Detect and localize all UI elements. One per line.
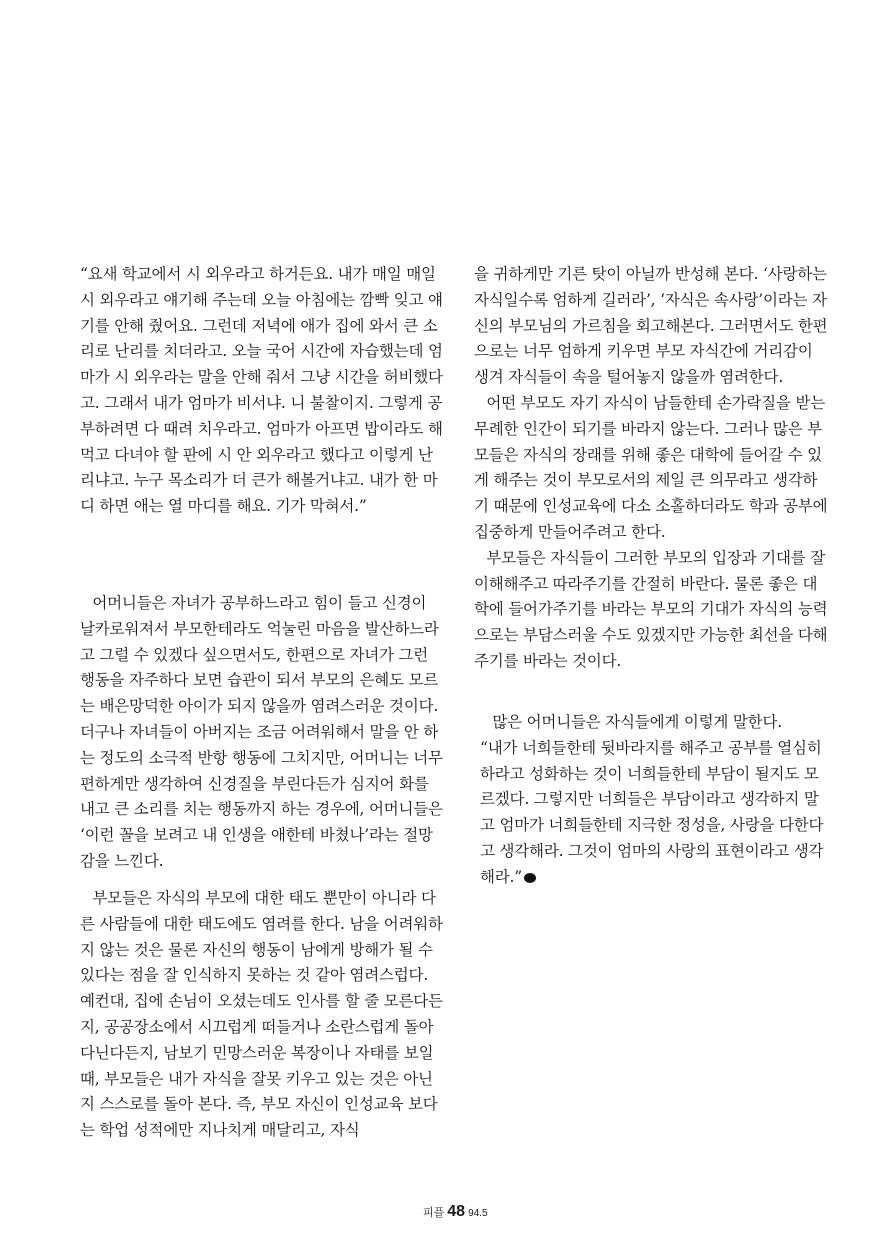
body-text: 어머니들은 자녀가 공부하느라고 힘이 들고 신경이 날카로워져서 부모한테라도 억눌린 마음을 발산하느라고 그럴 수 있겠다 싶으면서도, 한편으로 자녀가 그런 행동을 자주하다 보면 습관이 되서 부모의 은혜도 모르는 배은망덕한 아이가 되지 않을까 염려스러운 것이다. 더구나 자녀들이 아버지는 조금 어려워해서 말을 안 하는 정도의 소극적 반항 행동에 그치지만, 어머니는 너무 편하게만 생각하여 신경질을 부린다든가 심지어 화를 내고 큰 소리를 치는 행동까지 하는 경우에, 어머니들은 ‘이런 꼴을 보려고 내 인생을 애한테 바쳤나’라는 절망감을 느낀다.	[80, 594, 443, 870]
left-paragraph-2	[80, 886, 444, 1144]
magazine-name: 피플	[423, 1207, 445, 1219]
body-text: 어떤 부모도 자기 자식이 남들한테 손가락질을 받는 무례한 인간이 되기를 바라지 않는다. 그러나 많은 부모들은 자식의 장래를 위해 좋은 대학에 들어갈 수 있게 해주는 것이 부모로서의 제일 큰 의무라고 생각하기 때문에 인성교육에 다소 소홀하더라도 학과 공부에 집중하게 만들어주려고 한다.	[474, 393, 828, 541]
issue-date: 94.5	[468, 1208, 488, 1219]
left-paragraph-1	[80, 591, 444, 875]
quote-text: “요새 학교에서 시 외우라고 하거든요. 내가 매일 매일 시 외우라고 얘기해 주는데 오늘 아침에는 깜빡 잊고 얘기를 안해 줬어요. 그런데 저녁에 애가 집에 와서 큰 소리로 난리를 치더라고. 오늘 국어 시간에 자습했는데 엄마가 시 외우라는 말을 안해 줘서 그냥 시간을 허비했다고. 그래서 내가 엄마가 비서냐. 니 불찰이지. 그렇게 공부하려면 다 때려 치우라고. 엄마가 아프면 밥이라도 해먹고 다녀야 할 판에 시 안 외우라고 했다고 이렇게 난리냐고. 누구 목소리가 더 큰가 해볼거냐고. 내가 한 마디 하면 애는 열 마디를 해요. 기가 막혀서.”	[80, 265, 443, 516]
page-number: 48	[447, 1203, 466, 1220]
body-text: 부모들은 자식의 부모에 대한 태도 뿐만이 아니라 다른 사람들에 대한 태도에도 염려를 한다. 남을 어려워하지 않는 것은 물론 자신의 행동이 남에게 방해가 될 수 있다는 점을 잘 인식하지 못하는 것 같아 염려스럽다. 예컨대, 집에 손님이 오셨는데도 인사를 할 줄 모른다든지, 공공장소에서 시끄럽게 떠들거나 소란스럽게 돌아다닌다든지, 남보기 민망스러운 복장이나 자태를 보일 때, 부모들은 내가 자식을 잘못 키우고 있는 것은 아닌지 스스로를 돌아 본다. 즉, 부모 자신이 인성교육 보다는 학업 성적에만 지나치게 매달리고, 자식	[80, 889, 443, 1140]
box-quote	[480, 736, 830, 891]
right-column-body	[474, 262, 830, 675]
box-intro: 많은 어머니들은 자식들에게 이렇게 말한다.	[492, 713, 782, 731]
end-mark-icon	[524, 873, 536, 883]
box-quote-text: “내가 너희들한테 뒷바라지를 해주고 공부를 열심히 하라고 성화하는 것이 너희들한테 부담이 될지도 모르겠다. 그렇지만 너희들은 부담이라고 생각하지 말고 엄마가 너희들한테 지극한 정성을, 사랑을 다한다고 생각해라. 그것이 엄마의 사랑의 표현이라고 생각해라.”	[480, 738, 824, 886]
page-footer	[423, 1203, 488, 1221]
body-text: 을 귀하게만 기른 탓이 아닐까 반성해 본다. ‘사랑하는 자식일수록 엄하게 길러라’, ‘자식은 속사랑’이라는 자신의 부모님의 가르침을 회고해본다. 그러면서도 한편으로는 너무 엄하게 키우면 부모 자식간에 거리감이 생겨 자식들이 속을 털어놓지 않을까 염려한다.	[474, 265, 828, 387]
closing-quote-box	[480, 710, 830, 891]
opening-quote	[80, 262, 444, 520]
body-text: 부모들은 자식들이 그러한 부모의 입장과 기대를 잘 이해해주고 따라주기를 간절히 바란다. 물론 좋은 대학에 들어가주기를 바라는 부모의 기대가 자식의 능력으로는 부담스러울 수도 있겠지만 가능한 최선을 다해 주기를 바라는 것이다.	[474, 548, 828, 670]
